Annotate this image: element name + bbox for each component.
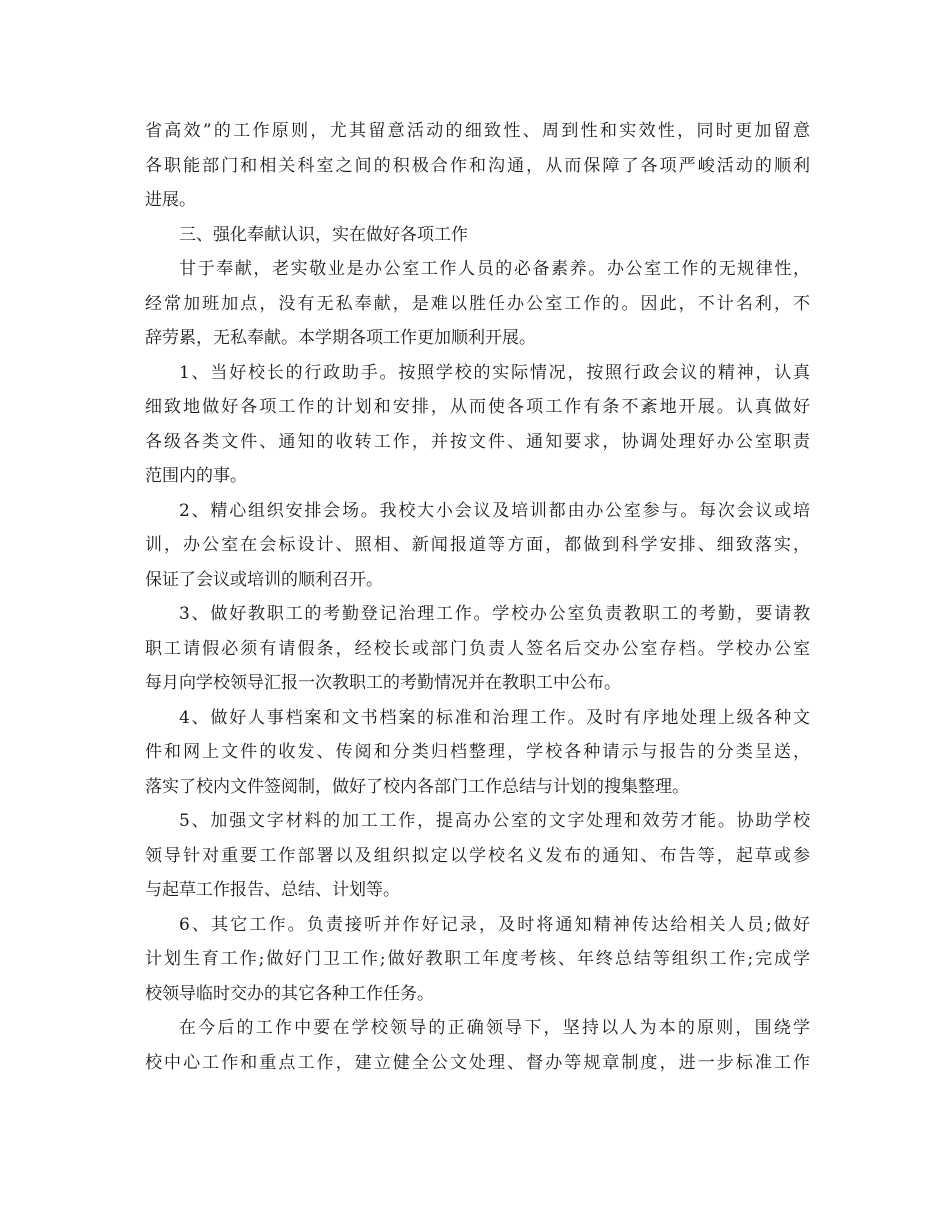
text-line: 各职能部门和相关科室之间的积极合作和沟通，从而保障了各项严峻活动的顺利 — [145, 155, 810, 176]
text-line: 6、其它工作。负责接听并作好记录，及时将通知精神传达给相关人员;做好 — [179, 914, 810, 935]
text-line: 件和网上文件的收发、传阅和分类归档整理，学校各种请示与报告的分类呈送， — [145, 742, 810, 762]
text-line: 省高效”的工作原则，尤其留意活动的细致性、周到性和实效性，同时更加留意 — [145, 121, 810, 141]
text-line: 甘于奉献，老实敬业是办公室工作人员的必备素养。办公室工作的无规律性， — [179, 259, 810, 279]
text-line: 校中心工作和重点工作，建立健全公文处理、督办等规章制度，进一步标准工作 — [145, 1052, 810, 1073]
text-line: 训，办公室在会标设计、照相、新闻报道等方面，都做到科学安排、细致落实， — [145, 535, 810, 555]
text-line: 保证了会议或培训的顺利召开。 — [145, 569, 383, 590]
text-line: 三、强化奉献认识，实在做好各项工作 — [179, 224, 468, 245]
text-line: 领导针对重要工作部署以及组织拟定以学校名义发布的通知、布告等，起草或参 — [145, 845, 810, 866]
text-line: 进展。 — [145, 190, 196, 210]
text-line: 在今后的工作中要在学校领导的正确领导下，坚持以人为本的原则，围绕学 — [179, 1018, 810, 1038]
text-line: 辞劳累，无私奉献。本学期各项工作更加顺利开展。 — [145, 328, 536, 348]
text-line: 与起草工作报告、总结、计划等。 — [145, 880, 400, 900]
text-line: 2、精心组织安排会场。我校大小会议及培训都由办公室参与。每次会议或培 — [179, 500, 810, 521]
text-line: 1、当好校长的行政助手。按照学校的实际情况，按照行政会议的精神，认真 — [179, 362, 810, 383]
text-line: 范围内的事。 — [145, 466, 247, 486]
text-line: 计划生育工作;做好门卫工作;做好教职工年度考核、年终总结等组织工作;完成学 — [145, 949, 810, 969]
text-line: 细致地做好各项工作的计划和安排，从而使各项工作有条不紊地开展。认真做好 — [145, 397, 810, 417]
text-line: 4、做好人事档案和文书档案的标准和治理工作。及时有序地处理上级各种文 — [179, 707, 810, 728]
text-line: 落实了校内文件签阅制，做好了校内各部门工作总结与计划的搜集整理。 — [145, 776, 689, 797]
text-line: 职工请假必须有请假条，经校长或部门负责人签名后交办公室存档。学校办公室 — [145, 638, 810, 659]
text-line: 每月向学校领导汇报一次教职工的考勤情况并在教职工中公布。 — [145, 673, 621, 693]
text-line: 经常加班加点，没有无私奉献，是难以胜任办公室工作的。因此，不计名利，不 — [145, 293, 810, 314]
text-line: 各级各类文件、通知的收转工作，并按文件、通知要求，协调处理好办公室职责 — [145, 431, 810, 452]
text-line: 5、加强文字材料的加工工作，提高办公室的文字处理和效劳才能。协助学校 — [179, 811, 810, 831]
text-line: 校领导临时交办的其它各种工作任务。 — [145, 983, 434, 1004]
text-line: 3、做好教职工的考勤登记治理工作。学校办公室负责教职工的考勤，要请教 — [179, 604, 810, 624]
document-body — [145, 114, 810, 1080]
